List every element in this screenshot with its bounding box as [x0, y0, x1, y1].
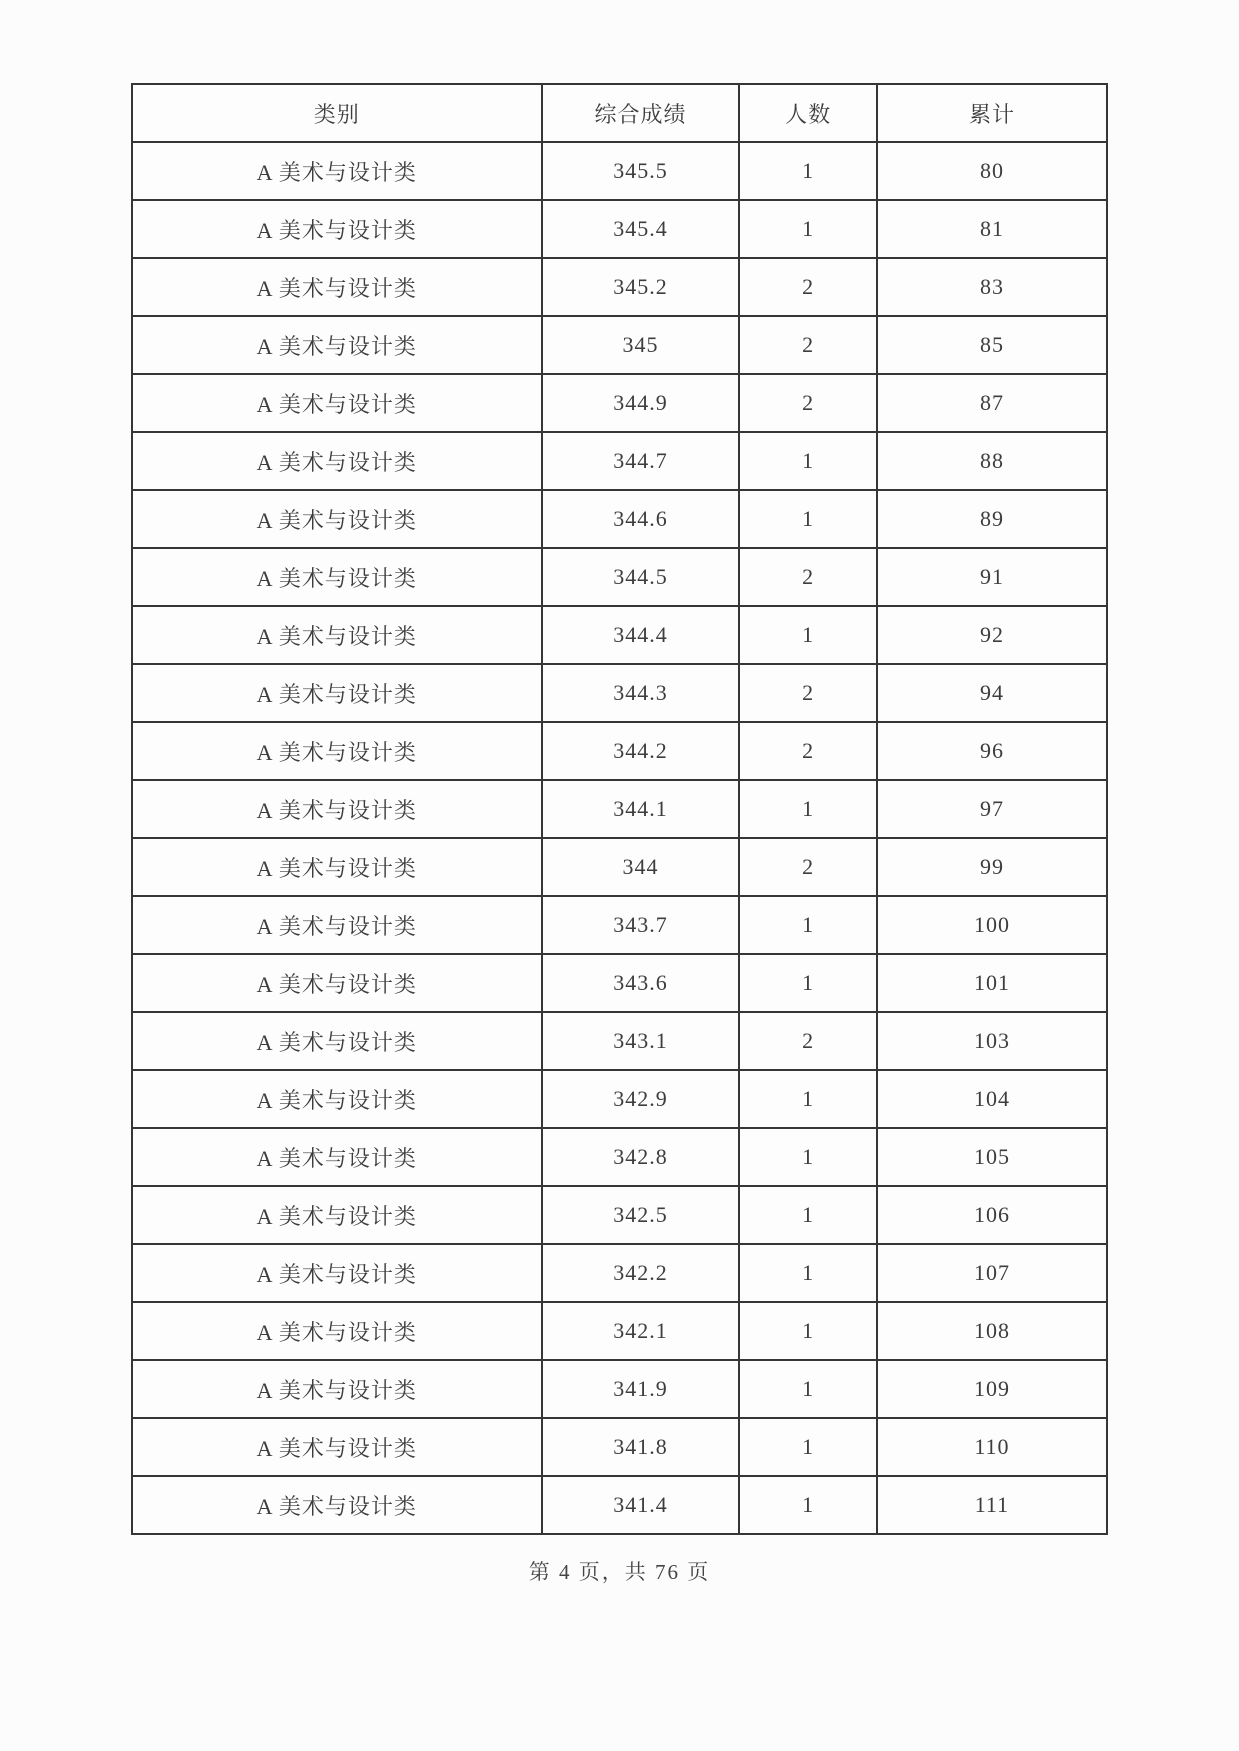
score-cell: 341.8 — [542, 1418, 740, 1476]
count-cell: 1 — [739, 1186, 876, 1244]
cumulative-cell: 87 — [877, 374, 1107, 432]
count-cell: 2 — [739, 722, 876, 780]
table-row — [132, 1244, 1107, 1302]
count-cell: 1 — [739, 432, 876, 490]
table-row — [132, 200, 1107, 258]
cumulative-cell: 85 — [877, 316, 1107, 374]
score-cell: 345 — [542, 316, 740, 374]
category-cell: A 美术与设计类 — [132, 1012, 542, 1070]
page-footer: 第 4 页，共 76 页 — [528, 1560, 711, 1584]
table-row — [132, 1012, 1107, 1070]
category-cell: A 美术与设计类 — [132, 548, 542, 606]
cumulative-cell: 89 — [877, 490, 1107, 548]
table-row — [132, 1418, 1107, 1476]
count-cell: 1 — [739, 1360, 876, 1418]
table-row — [132, 838, 1107, 896]
count-cell: 1 — [739, 954, 876, 1012]
count-cell: 1 — [739, 142, 876, 200]
count-cell: 2 — [739, 1012, 876, 1070]
cumulative-cell: 96 — [877, 722, 1107, 780]
score-distribution-table — [131, 83, 1108, 1535]
score-cell: 342.5 — [542, 1186, 740, 1244]
table-row — [132, 1476, 1107, 1534]
cumulative-cell: 109 — [877, 1360, 1107, 1418]
category-cell: A 美术与设计类 — [132, 722, 542, 780]
category-cell: A 美术与设计类 — [132, 838, 542, 896]
table-row — [132, 374, 1107, 432]
count-cell: 1 — [739, 1476, 876, 1534]
cumulative-cell: 100 — [877, 896, 1107, 954]
cumulative-cell: 108 — [877, 1302, 1107, 1360]
score-cell: 342.8 — [542, 1128, 740, 1186]
count-cell: 1 — [739, 780, 876, 838]
category-cell: A 美术与设计类 — [132, 896, 542, 954]
count-cell: 2 — [739, 838, 876, 896]
table-row — [132, 1360, 1107, 1418]
score-cell: 342.9 — [542, 1070, 740, 1128]
score-cell: 345.2 — [542, 258, 740, 316]
count-cell: 1 — [739, 200, 876, 258]
score-cell: 345.4 — [542, 200, 740, 258]
score-cell: 344 — [542, 838, 740, 896]
category-cell: A 美术与设计类 — [132, 1360, 542, 1418]
cumulative-cell: 110 — [877, 1418, 1107, 1476]
count-cell: 2 — [739, 374, 876, 432]
count-cell: 1 — [739, 1244, 876, 1302]
cumulative-cell: 103 — [877, 1012, 1107, 1070]
category-cell: A 美术与设计类 — [132, 1302, 542, 1360]
category-cell: A 美术与设计类 — [132, 142, 542, 200]
table-row — [132, 1186, 1107, 1244]
category-cell: A 美术与设计类 — [132, 1418, 542, 1476]
table-row — [132, 142, 1107, 200]
cumulative-cell: 97 — [877, 780, 1107, 838]
score-cell: 341.4 — [542, 1476, 740, 1534]
count-cell: 1 — [739, 1418, 876, 1476]
category-cell: A 美术与设计类 — [132, 664, 542, 722]
table-row — [132, 1302, 1107, 1360]
cumulative-cell: 101 — [877, 954, 1107, 1012]
cumulative-cell: 111 — [877, 1476, 1107, 1534]
table-row — [132, 432, 1107, 490]
table-row — [132, 722, 1107, 780]
count-cell: 2 — [739, 316, 876, 374]
cumulative-cell: 107 — [877, 1244, 1107, 1302]
category-cell: A 美术与设计类 — [132, 200, 542, 258]
score-cell: 344.6 — [542, 490, 740, 548]
count-cell: 1 — [739, 606, 876, 664]
cumulative-cell: 83 — [877, 258, 1107, 316]
cumulative-cell: 92 — [877, 606, 1107, 664]
table-row — [132, 490, 1107, 548]
score-cell: 344.3 — [542, 664, 740, 722]
count-cell: 2 — [739, 258, 876, 316]
cumulative-cell: 91 — [877, 548, 1107, 606]
score-cell: 344.4 — [542, 606, 740, 664]
table-row — [132, 1070, 1107, 1128]
table-header-row — [132, 84, 1107, 142]
score-cell: 343.1 — [542, 1012, 740, 1070]
category-cell: A 美术与设计类 — [132, 1186, 542, 1244]
count-cell: 1 — [739, 490, 876, 548]
category-cell: A 美术与设计类 — [132, 954, 542, 1012]
cumulative-cell: 106 — [877, 1186, 1107, 1244]
cumulative-cell: 80 — [877, 142, 1107, 200]
category-cell: A 美术与设计类 — [132, 1476, 542, 1534]
category-cell: A 美术与设计类 — [132, 1244, 542, 1302]
score-cell: 343.6 — [542, 954, 740, 1012]
table-row — [132, 664, 1107, 722]
count-cell: 2 — [739, 548, 876, 606]
category-cell: A 美术与设计类 — [132, 1070, 542, 1128]
score-cell: 342.1 — [542, 1302, 740, 1360]
category-cell: A 美术与设计类 — [132, 490, 542, 548]
category-cell: A 美术与设计类 — [132, 606, 542, 664]
score-cell: 341.9 — [542, 1360, 740, 1418]
category-cell: A 美术与设计类 — [132, 1128, 542, 1186]
score-cell: 344.2 — [542, 722, 740, 780]
score-cell: 344.7 — [542, 432, 740, 490]
category-cell: A 美术与设计类 — [132, 780, 542, 838]
cumulative-cell: 81 — [877, 200, 1107, 258]
category-cell: A 美术与设计类 — [132, 432, 542, 490]
count-cell: 1 — [739, 1128, 876, 1186]
table-row — [132, 896, 1107, 954]
cumulative-cell: 105 — [877, 1128, 1107, 1186]
category-cell: A 美术与设计类 — [132, 374, 542, 432]
table-row — [132, 258, 1107, 316]
cumulative-cell: 104 — [877, 1070, 1107, 1128]
table-row — [132, 954, 1107, 1012]
count-cell: 1 — [739, 1302, 876, 1360]
cumulative-cell: 94 — [877, 664, 1107, 722]
header-cell-count: 人数 — [739, 84, 876, 142]
score-cell: 344.5 — [542, 548, 740, 606]
table-row — [132, 1128, 1107, 1186]
header-cell-category: 类别 — [132, 84, 542, 142]
table-row — [132, 316, 1107, 374]
header-cell-cumulative: 累计 — [877, 84, 1107, 142]
header-cell-score: 综合成绩 — [542, 84, 740, 142]
category-cell: A 美术与设计类 — [132, 316, 542, 374]
count-cell: 1 — [739, 1070, 876, 1128]
table-row — [132, 606, 1107, 664]
score-cell: 345.5 — [542, 142, 740, 200]
cumulative-cell: 88 — [877, 432, 1107, 490]
score-cell: 344.9 — [542, 374, 740, 432]
table-row — [132, 780, 1107, 838]
score-cell: 343.7 — [542, 896, 740, 954]
cumulative-cell: 99 — [877, 838, 1107, 896]
count-cell: 1 — [739, 896, 876, 954]
category-cell: A 美术与设计类 — [132, 258, 542, 316]
count-cell: 2 — [739, 664, 876, 722]
score-cell: 344.1 — [542, 780, 740, 838]
score-cell: 342.2 — [542, 1244, 740, 1302]
table-row — [132, 548, 1107, 606]
